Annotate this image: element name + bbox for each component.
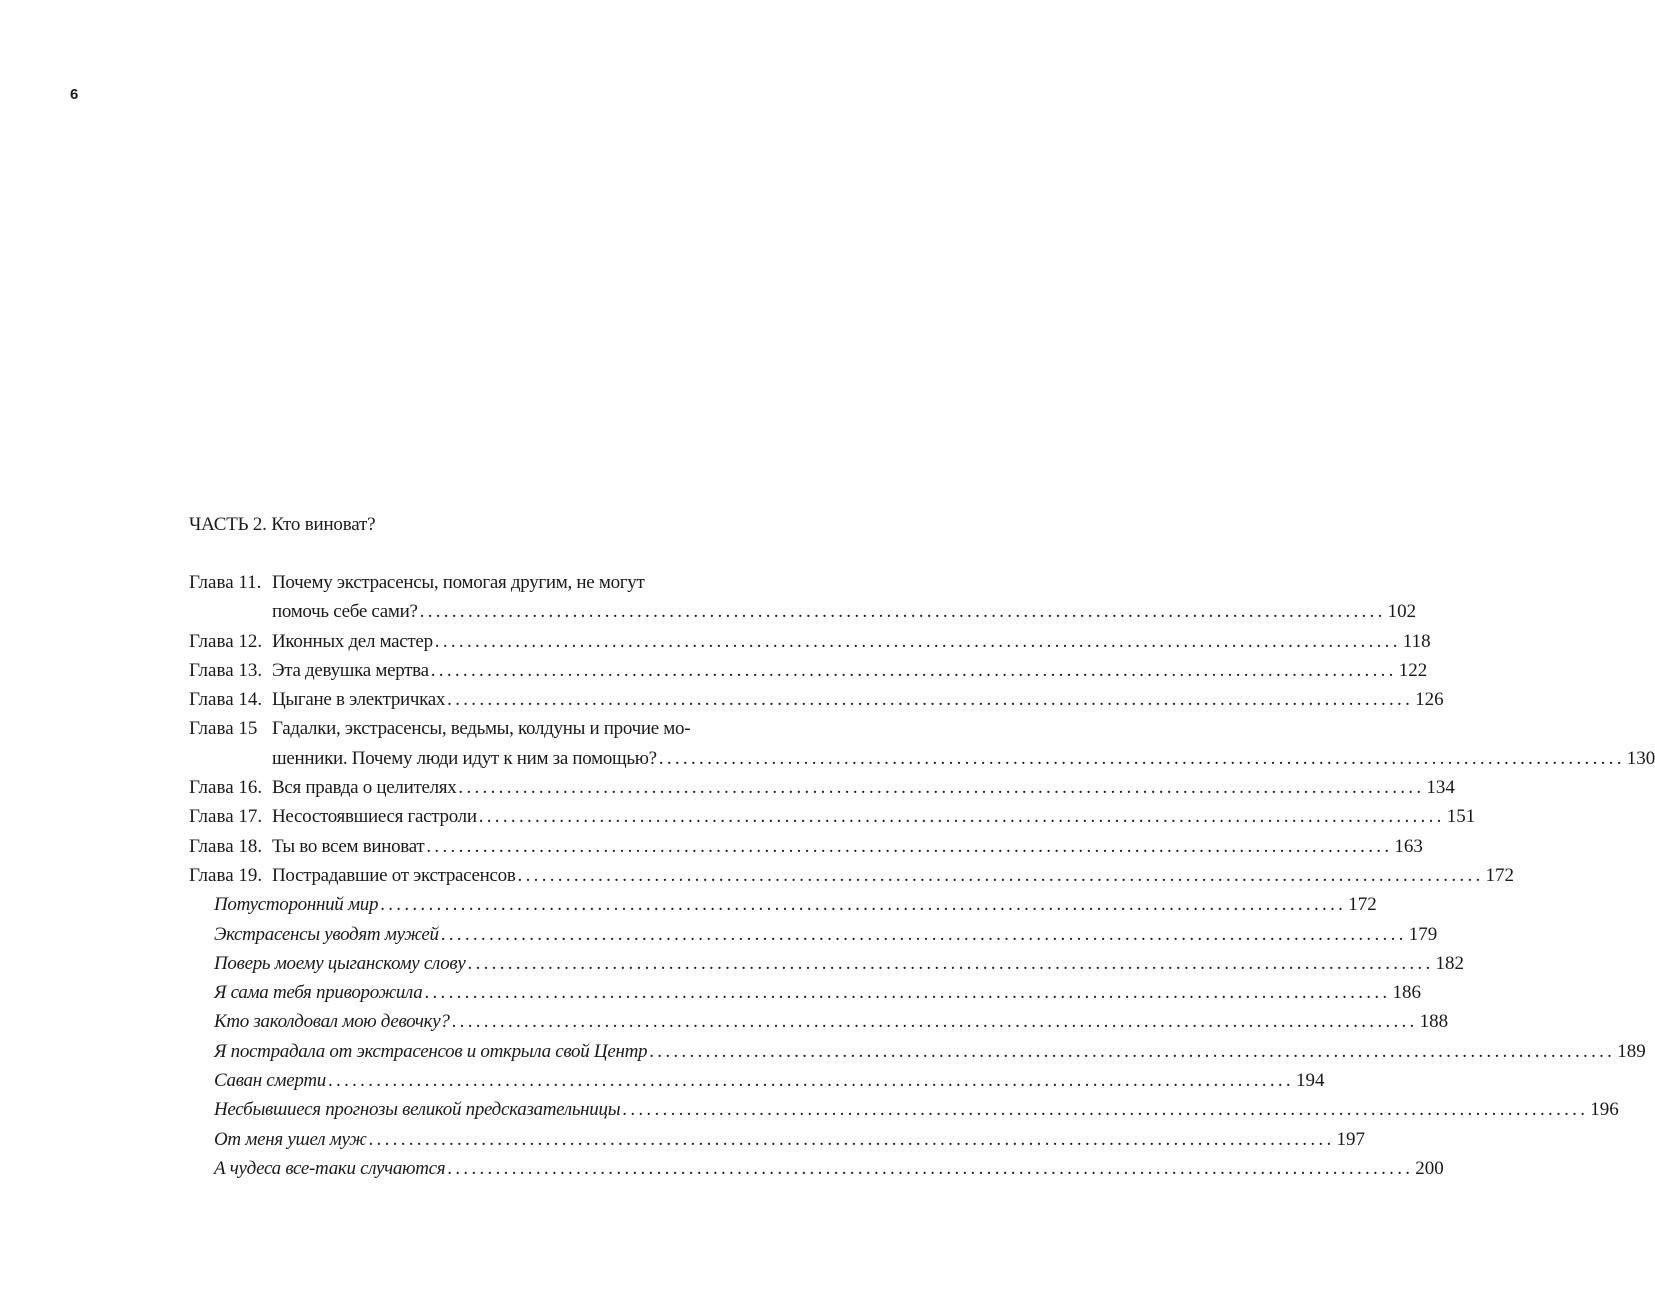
chapter-label: Глава 19. xyxy=(189,864,263,886)
page-ref: 151 xyxy=(1446,806,1476,828)
dot-leader: ........................................................................................................................ xyxy=(426,835,1393,857)
toc-entry-chapter-19[interactable] xyxy=(189,861,1515,890)
chapter-label: Глава 13. xyxy=(189,659,263,681)
page-ref: 122 xyxy=(1398,659,1428,681)
toc-entry-section-2[interactable] xyxy=(189,920,1438,949)
chapter-title: Вся правда о целителях xyxy=(272,777,457,799)
page-ref: 102 xyxy=(1387,601,1417,623)
chapter-title: Ты во всем виноват xyxy=(272,835,425,857)
toc-entry-chapter-17[interactable] xyxy=(189,802,1476,831)
toc-entry-section-4[interactable] xyxy=(189,978,1421,1007)
dot-leader: ........................................................................................................................ xyxy=(447,1157,1414,1179)
dot-leader: ........................................................................................................................ xyxy=(424,982,1391,1004)
section-title: Несбывшиеся прогнозы великой предсказательницы xyxy=(214,1099,621,1121)
page-ref: 186 xyxy=(1392,982,1421,1004)
section-title: Экстрасенсы уводят мужей xyxy=(214,923,439,945)
section-title: Кто заколдовал мою девочку? xyxy=(214,1011,450,1033)
page-ref: 130 xyxy=(1626,747,1655,769)
dot-leader: ........................................................................................................................ xyxy=(649,1040,1616,1062)
section-title: А чудеса все-таки случаются xyxy=(214,1157,446,1179)
page-ref: 194 xyxy=(1295,1070,1325,1092)
toc-entry-chapter-15-cont[interactable] xyxy=(189,744,1655,773)
chapter-title-line1: Гадалки, экстрасенсы, ведьмы, колдуны и прочие мо- xyxy=(272,718,691,740)
chapter-label: Глава 16. xyxy=(189,777,263,799)
chapter-title: Цыгане в электричках xyxy=(272,689,446,711)
chapter-title: Пострадавшие от экстрасенсов xyxy=(272,864,516,886)
toc-entry-chapter-13[interactable] xyxy=(189,656,1428,685)
dot-leader: ........................................................................................................................ xyxy=(451,1011,1418,1033)
toc-entry-section-9[interactable] xyxy=(189,1125,1365,1154)
section-title: Поверь моему цыганскому слову xyxy=(214,952,466,974)
chapter-title: шенники. Почему люди идут к ним за помощью? xyxy=(272,747,657,769)
page-ref: 172 xyxy=(1485,864,1515,886)
toc-entry-section-10[interactable] xyxy=(189,1154,1444,1183)
dot-leader: ........................................................................................................................ xyxy=(380,894,1347,916)
dot-leader: ........................................................................................................................ xyxy=(440,923,1407,945)
dot-leader: ........................................................................................................................ xyxy=(458,777,1425,799)
dot-leader: ........................................................................................................................ xyxy=(467,952,1434,974)
toc-entry-chapter-16[interactable] xyxy=(189,773,1455,802)
toc-entry-section-1[interactable] xyxy=(189,890,1377,919)
chapter-label: Глава 15 xyxy=(189,718,258,740)
page-ref: 200 xyxy=(1415,1157,1444,1179)
toc-entry-chapter-18[interactable] xyxy=(189,832,1423,861)
toc-entry-section-7[interactable] xyxy=(189,1066,1325,1095)
chapter-label: Глава 18. xyxy=(189,835,263,857)
section-title: Я сама тебя приворожила xyxy=(214,982,423,1004)
toc-entry-chapter-11-cont[interactable] xyxy=(189,597,1417,626)
page-ref: 163 xyxy=(1394,835,1423,857)
dot-leader: ........................................................................................................................ xyxy=(430,659,1397,681)
toc-entry-chapter-11[interactable] xyxy=(189,568,725,597)
dot-leader: ........................................................................................................................ xyxy=(447,689,1414,711)
toc-entry-chapter-12[interactable] xyxy=(189,627,1431,656)
chapter-title: Эта девушка мертва xyxy=(272,659,429,681)
part-heading: ЧАСТЬ 2. Кто виноват? xyxy=(189,514,376,535)
chapter-label: Глава 12. xyxy=(189,630,263,652)
page-ref: 172 xyxy=(1348,894,1377,916)
page-ref: 197 xyxy=(1336,1128,1365,1150)
dot-leader: ........................................................................................................................ xyxy=(368,1128,1335,1150)
dot-leader: ........................................................................................................................ xyxy=(622,1099,1589,1121)
toc-entry-section-3[interactable] xyxy=(189,949,1465,978)
toc-entry-section-5[interactable] xyxy=(189,1007,1449,1036)
page-ref: 188 xyxy=(1419,1011,1449,1033)
dot-leader: ........................................................................................................................ xyxy=(658,747,1625,769)
chapter-label: Глава 11. xyxy=(189,572,262,593)
page-ref: 196 xyxy=(1590,1099,1619,1121)
chapter-title: Иконных дел мастер xyxy=(272,630,433,652)
section-title: Потусторонний мир xyxy=(214,894,379,916)
dot-leader: ........................................................................................................................ xyxy=(517,864,1484,886)
chapter-title: помочь себе сами? xyxy=(272,601,418,623)
chapter-title-line1: Почему экстрасенсы, помогая другим, не могут xyxy=(272,572,645,593)
page-ref: 182 xyxy=(1435,952,1465,974)
toc-entry-chapter-15[interactable] xyxy=(189,714,725,743)
dot-leader: ........................................................................................................................ xyxy=(419,601,1386,623)
page-number: 6 xyxy=(70,86,79,103)
toc-entry-section-6[interactable] xyxy=(189,1037,1646,1066)
page-ref: 134 xyxy=(1426,777,1455,799)
section-title: Я пострадала от экстрасенсов и открыла свой Центр xyxy=(214,1040,648,1062)
chapter-title: Несостоявшиеся гастроли xyxy=(272,806,477,828)
page-ref: 189 xyxy=(1617,1040,1646,1062)
page-ref: 126 xyxy=(1415,689,1444,711)
section-title: От меня ушел муж xyxy=(214,1128,367,1150)
toc-entry-section-8[interactable] xyxy=(189,1095,1619,1124)
dot-leader: ........................................................................................................................ xyxy=(478,806,1445,828)
chapter-label: Глава 17. xyxy=(189,806,263,828)
section-title: Саван смерти xyxy=(214,1070,326,1092)
table-of-contents xyxy=(189,568,1655,1183)
page-ref: 179 xyxy=(1408,923,1438,945)
page-ref: 118 xyxy=(1402,630,1431,652)
toc-entry-chapter-14[interactable] xyxy=(189,685,1444,714)
dot-leader: ........................................................................................................................ xyxy=(327,1070,1294,1092)
chapter-label: Глава 14. xyxy=(189,689,263,711)
dot-leader: ........................................................................................................................ xyxy=(434,630,1401,652)
